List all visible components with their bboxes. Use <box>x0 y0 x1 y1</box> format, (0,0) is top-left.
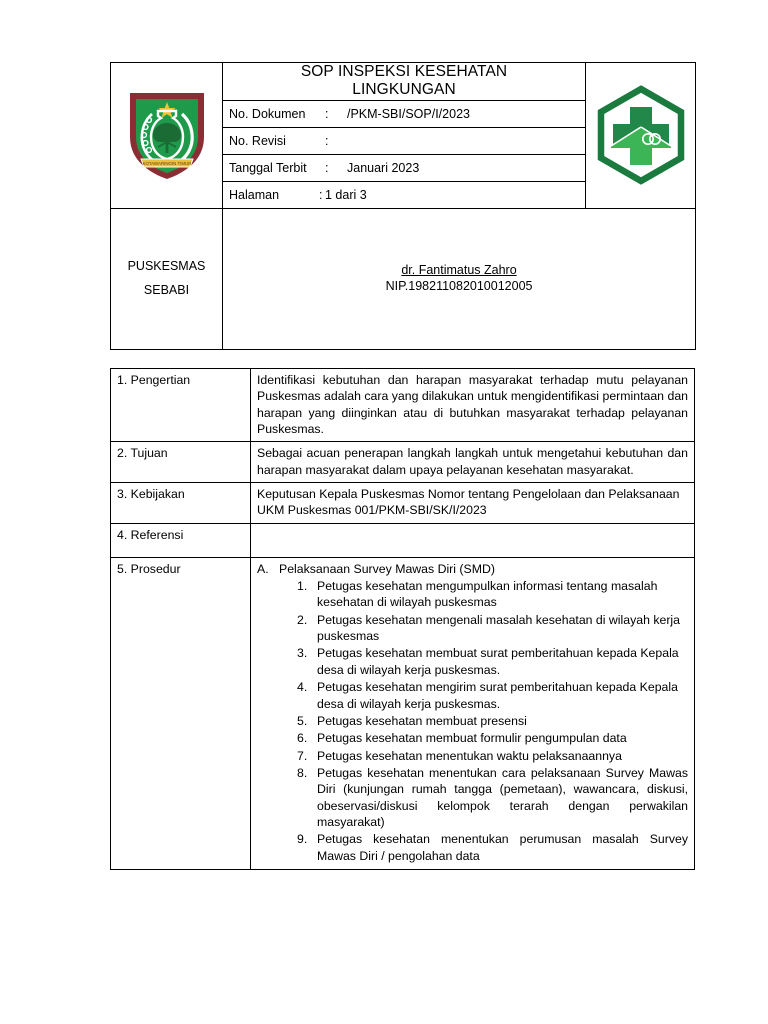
row-label-referensi: 4. Referensi <box>111 523 251 557</box>
row-text-kebijakan: Keputusan Kepala Puskesmas Nomor tentang Pengelolaan dan Pelaksanaan UKM Puskesmas 001/PKM-SBI/SK/I/2023 <box>251 483 695 524</box>
table-row <box>111 442 695 483</box>
step-number: 9. <box>297 832 308 847</box>
step-number: 7. <box>297 748 308 763</box>
meta-label-tanggal-terbit: Tanggal Terbit <box>229 160 307 175</box>
step-text: Petugas kesehatan mengenali masalah kesehatan di wilayah kerja puskesmas <box>317 612 680 644</box>
step-number: 2. <box>297 612 308 627</box>
step-text: Petugas kesehatan membuat presensi <box>317 713 527 728</box>
meta-label-halaman: Halaman <box>229 187 280 202</box>
signature-nip: NIP.198211082010012005 <box>385 279 533 294</box>
procedure-section-title: Pelaksanaan Survey Mawas Diri (SMD) <box>279 561 495 576</box>
meta-label-no-revisi: No. Revisi <box>229 133 286 148</box>
identity-line-2: SEBABI <box>143 282 190 297</box>
document-title-line-2: LINGKUNGAN <box>352 81 456 99</box>
table-row <box>111 523 695 557</box>
meta-colon-no-revisi: : <box>325 133 329 148</box>
row-label-pengertian: 1. Pengertian <box>111 369 251 442</box>
meta-label-no-dokumen: No. Dokumen <box>229 106 306 121</box>
list-item <box>297 679 688 712</box>
row-label-tujuan: 2. Tujuan <box>111 442 251 483</box>
step-text: Petugas kesehatan menentukan waktu pelaksanaannya <box>317 748 622 763</box>
step-text: Petugas kesehatan membuat formulir pengumpulan data <box>317 731 627 746</box>
step-text: Petugas kesehatan mengirim surat pemberitahuan kepada Kepala desa di wilayah kerja puskesmas. <box>317 680 678 711</box>
step-text: Petugas kesehatan menentukan perumusan masalah Survey Mawas Diri / pengolahan data <box>317 832 688 863</box>
meta-value-tanggal-terbit: Januari 2023 <box>347 160 420 175</box>
step-number: 3. <box>297 646 308 661</box>
step-text: Petugas kesehatan menentukan cara pelaksanaan Survey Mawas Diri (kunjungan rumah tangga (pemetaan), wawancara, diskusi, obeservasi/diskusi kelompok terarah dengan perwakilan masyarakat) <box>317 765 688 829</box>
sop-content-table <box>110 368 695 870</box>
step-number: 8. <box>297 765 308 780</box>
puskesmas-logo-cell <box>586 63 696 209</box>
list-item <box>297 645 688 678</box>
step-number: 5. <box>297 713 308 728</box>
meta-colon-no-dokumen: : <box>325 106 329 121</box>
row-label-kebijakan: 3. Kebijakan <box>111 483 251 524</box>
table-row <box>111 557 695 869</box>
puskesmas-hexagon-cross-icon <box>586 83 695 187</box>
procedure-section-marker: A. <box>257 561 269 576</box>
signature-cell <box>223 208 696 349</box>
list-item <box>297 612 688 645</box>
row-label-prosedur: 5. Prosedur <box>111 557 251 869</box>
row-text-tujuan: Sebagai acuan penerapan langkah langkah untuk mengetahui kebutuhan dan harapan masyarakat dalam upaya pelayanan kesehatan masyarakat. <box>251 442 695 483</box>
document-header-table <box>110 62 696 350</box>
table-row <box>111 369 695 442</box>
list-item <box>297 748 688 764</box>
document-title-line-1: SOP INSPEKSI KESEHATAN <box>300 63 508 80</box>
table-row <box>111 483 695 524</box>
procedure-steps-list <box>257 578 688 864</box>
list-item <box>297 713 688 729</box>
step-number: 4. <box>297 680 308 695</box>
list-item <box>297 765 688 830</box>
regency-logo-cell <box>111 63 223 209</box>
row-text-pengertian: Identifikasi kebutuhan dan harapan masyarakat terhadap mutu pelayanan Puskesmas adalah cara yang dilakukan untuk mengidentifikasi permintaan dan harapan yang diinginkan atau di butuhkan masyarakat terhadap pelayanan Puskesmas. <box>251 369 695 442</box>
step-text: Petugas kesehatan membuat surat pemberitahuan kepada Kepala desa di wilayah kerja puskesmas. <box>317 646 679 677</box>
row-text-referensi <box>251 523 695 557</box>
identity-signature-row <box>111 208 696 349</box>
signature-name: dr. Fantimatus Zahro <box>401 263 517 278</box>
meta-value-no-dokumen: /PKM-SBI/SOP/I/2023 <box>347 106 470 121</box>
meta-value-halaman: 1 dari 3 <box>325 187 367 202</box>
step-text: Petugas kesehatan mengumpulkan informasi tentang masalah kesehatan di wilayah puskesmas <box>317 579 658 610</box>
puskesmas-identity-cell <box>111 208 223 349</box>
procedure-section-a <box>257 561 688 577</box>
list-item <box>297 831 688 864</box>
regency-coat-of-arms-icon <box>111 87 222 183</box>
step-number: 1. <box>297 579 308 594</box>
identity-line-1: PUSKESMAS <box>127 258 206 273</box>
document-title-cell <box>223 63 586 101</box>
meta-colon-halaman: : <box>319 187 323 202</box>
svg-text:KOTAWARINGIN TIMUR: KOTAWARINGIN TIMUR <box>142 161 191 167</box>
step-number: 6. <box>297 731 308 746</box>
list-item <box>297 578 688 611</box>
meta-colon-tanggal-terbit: : <box>325 160 329 175</box>
list-item <box>297 730 688 746</box>
row-text-prosedur <box>251 557 695 869</box>
